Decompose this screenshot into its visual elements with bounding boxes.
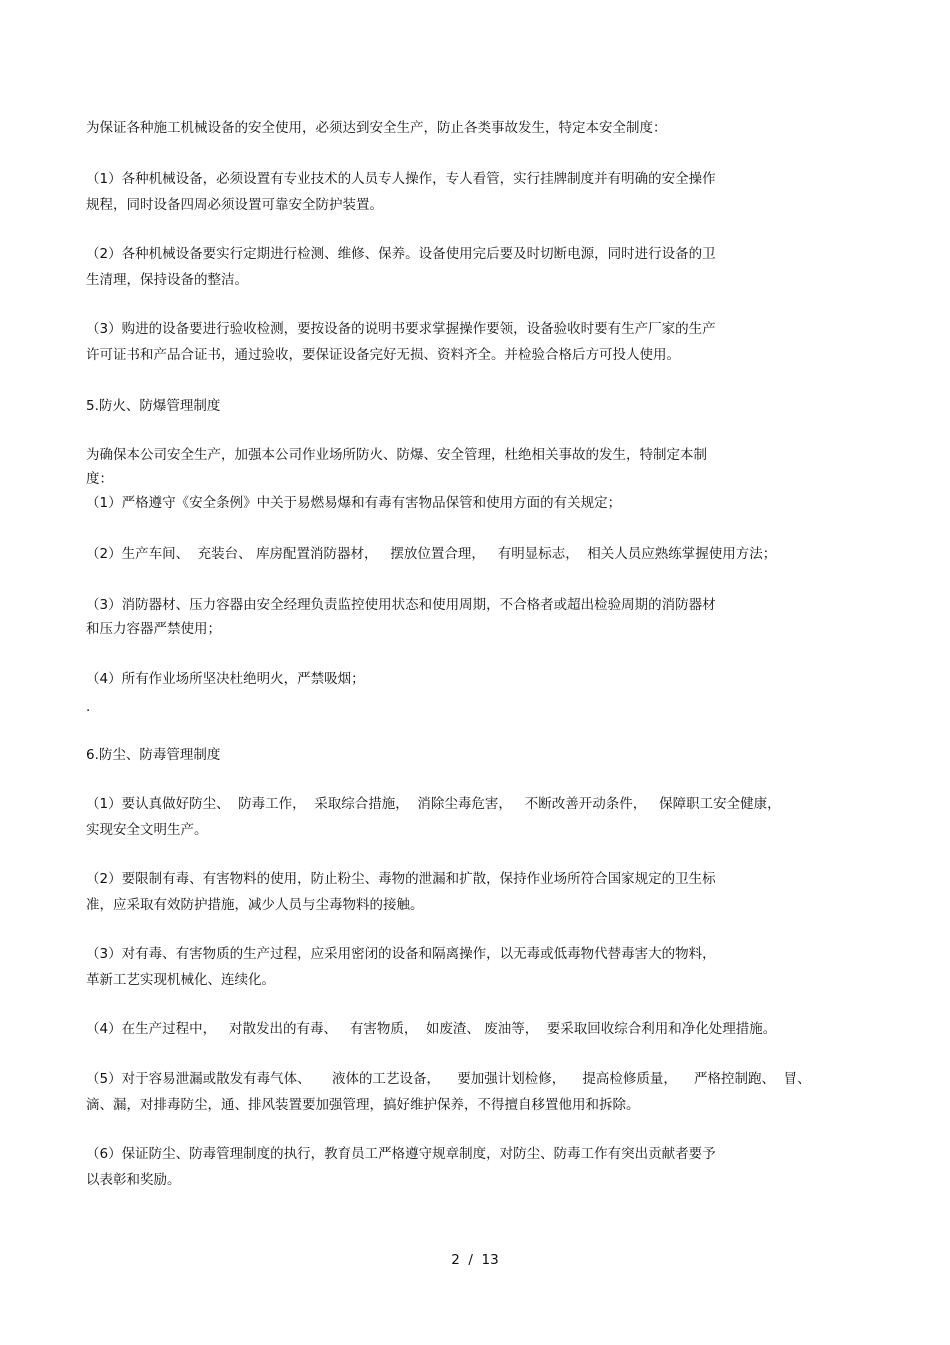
equipment-rule-1-line-2: 规程，同时设备四周必须设置可靠安全防护装置。 — [86, 197, 383, 213]
section-5-intro-line-2: 度： — [86, 471, 113, 487]
section-6-item-5-line-1: （5）对于容易泄漏或散发有毒气体、 液体的工艺设备， 要加强计划检修， 提高检修质量， 严格控制跑、 冒、 — [86, 1071, 811, 1087]
section-6-item-1-line-2: 实现安全文明生产。 — [86, 822, 208, 838]
section-6-item-2-line-1: （2）要限制有毒、有害物料的使用，防止粉尘、毒物的泄漏和扩散，保持作业场所符合国家规定的卫生标 — [86, 871, 716, 887]
section-5-item-1: （1）严格遵守《安全条例》中关于易燃易爆和有毒有害物品保管和使用方面的有关规定； — [86, 495, 622, 511]
section-6-item-2-line-2: 准，应采取有效防护措施，减少人员与尘毒物料的接触。 — [86, 897, 424, 913]
section-5-item-3-line-2: 和压力容器严禁使用； — [86, 621, 221, 637]
section-5-item-4: （4）所有作业场所坚决杜绝明火，严禁吸烟； — [86, 671, 365, 687]
section-5-intro-line-1: 为确保本公司安全生产，加强本公司作业场所防火、防爆、安全管理，杜绝相关事故的发生，特制定本制 — [86, 447, 707, 463]
section-6-item-3-line-1: （3）对有毒、有害物质的生产过程，应采用密闭的设备和隔离操作，以无毒或低毒物代替毒害大的物料， — [86, 946, 716, 962]
section-5-item-3-line-1: （3）消防器材、压力容器由安全经理负责监控使用状态和使用周期，不合格者或超出检验周期的消防器材 — [86, 597, 716, 613]
section-5-heading: 5.防火、防爆管理制度 — [86, 398, 221, 414]
section-5-item-2: （2）生产车间、 充装台、 库房配置消防器材， 摆放位置合理， 有明显标志， 相关人员应熟练掌握使用方法； — [86, 546, 777, 562]
equipment-rule-3-line-2: 许可证书和产品合证书，通过验收，要保证设备完好无损、资料齐全。并检验合格后方可投人使用。 — [86, 347, 680, 363]
section-6-item-1-line-1: （1）要认真做好防尘、 防毒工作， 采取综合措施， 消除尘毒危害， 不断改善开动条件， 保障职工安全健康， — [86, 796, 781, 812]
page-number: 2 / 13 — [451, 1252, 499, 1268]
intro-paragraph: 为保证各种施工机械设备的安全使用，必须达到安全生产，防止各类事故发生，特定本安全制度： — [86, 120, 667, 136]
equipment-rule-1-line-1: （1）各种机械设备，必须设置有专业技术的人员专人操作，专人看管，实行挂牌制度并有明确的安全操作 — [86, 171, 716, 187]
equipment-rule-2-line-1: （2）各种机械设备要实行定期进行检测、维修、保养。设备使用完后要及时切断电源，同时进行设备的卫 — [86, 246, 716, 262]
section-6-item-6-line-2: 以表彰和奖励。 — [86, 1172, 181, 1188]
section-6-heading: 6.防尘、防毒管理制度 — [86, 747, 221, 763]
stray-dot: . — [86, 699, 91, 715]
equipment-rule-2-line-2: 生清理，保持设备的整洁。 — [86, 272, 248, 288]
section-6-item-4: （4）在生产过程中， 对散发出的有毒、 有害物质， 如废渣、 废油等， 要采取回收综合利用和净化处理措施。 — [86, 1021, 777, 1037]
section-6-item-6-line-1: （6）保证防尘、防毒管理制度的执行，教育员工严格遵守规章制度，对防尘、防毒工作有突出贡献者要予 — [86, 1146, 716, 1162]
section-6-item-5-line-2: 滴、漏，对排毒防尘，通、排风装置要加强管理，搞好维护保养，不得擅自移置他用和拆除。 — [86, 1097, 640, 1113]
section-6-item-3-line-2: 革新工艺实现机械化、连续化。 — [86, 972, 275, 988]
equipment-rule-3-line-1: （3）购进的设备要进行验收检测，要按设备的说明书要求掌握操作要领，设备验收时要有生产厂家的生产 — [86, 321, 716, 337]
